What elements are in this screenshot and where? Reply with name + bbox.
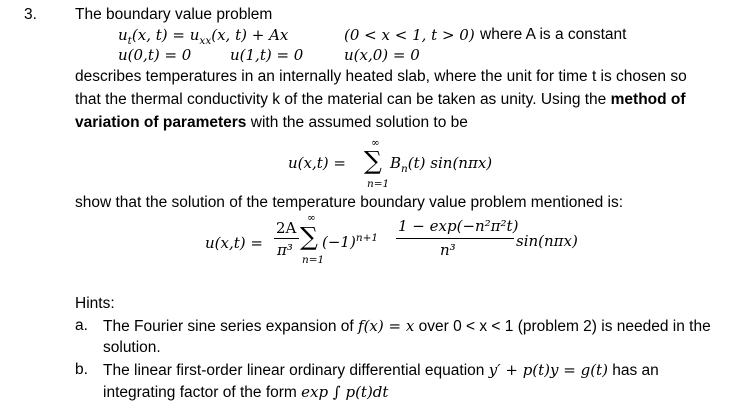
hint-a-line-2: solution.: [103, 339, 161, 356]
hint-b-math-2: exp ∫ p(t)dt: [301, 383, 389, 401]
hint-a-pre: The Fourier sine series expansion of: [103, 318, 354, 335]
problem-intro: The boundary value problem: [75, 6, 273, 23]
boundary-condition-left: u(0,t) = 0: [118, 46, 192, 64]
initial-condition: u(x,0) = 0: [344, 46, 420, 64]
solution-sign-term: $(-1)^{n+1}$: [322, 232, 379, 251]
hint-a-math: f(x) = x: [358, 317, 415, 335]
hint-a-line-1: [103, 317, 711, 336]
solution-sum-upper: ∞: [307, 212, 316, 224]
assumed-lhs: u(x,t) =: [288, 154, 346, 172]
hint-b-math: y′ + p(t)y = g(t): [488, 361, 608, 379]
paragraph-line-2: [75, 91, 686, 109]
paragraph-bold-1: method of: [610, 91, 686, 108]
solution-lhs: u(x,t) =: [205, 234, 263, 252]
hint-b-line2-pre: integrating factor of the form: [103, 384, 297, 401]
hint-a-post: over 0 < x < 1 (problem 2) is needed in the: [418, 318, 711, 335]
hint-b-pre: The linear first-order linear ordinary differential equation: [103, 362, 485, 379]
paragraph-line-2-text: that the thermal conductivity k of the material can be taken as unity. Using the: [75, 91, 607, 108]
hint-b-post: has an: [612, 362, 659, 379]
solution-sum-symbol: ∑: [300, 222, 318, 251]
paragraph-line-3: [75, 114, 468, 132]
solution-fraction-bar: [396, 238, 514, 239]
solution-frac-numerator: 1 − exp(−n²π²t): [398, 217, 519, 235]
pde-domain-note: where A is a constant: [480, 26, 627, 43]
solution-coef-fraction-bar: [274, 238, 299, 239]
hint-b-line-1: [103, 361, 659, 380]
pde-equation: $u_t(x$, $t) = u_{xx}(x$, t) + Ax: [118, 26, 289, 47]
problem-number: 3.: [24, 6, 37, 23]
solution-coef-numerator: 2A: [276, 219, 297, 237]
hint-b-label: b.: [75, 361, 88, 378]
boundary-condition-right: u(1,t) = 0: [230, 46, 304, 64]
solution-frac-denominator: n³: [440, 241, 456, 259]
show-line: show that the solution of the temperature boundary value problem mentioned is:: [75, 194, 623, 211]
paragraph-line-3-rest: with the assumed solution to be: [250, 114, 468, 131]
assumed-sum-upper: ∞: [371, 137, 380, 149]
hint-b-line-2: [103, 383, 388, 402]
hints-title: Hints:: [75, 295, 115, 312]
assumed-sum-symbol: ∑: [364, 146, 382, 175]
assumed-term: $B_n(t)$ sin(nπx): [390, 154, 493, 175]
paragraph-line-1: describes temperatures in an internally heated slab, where the unit for time t is chosen so: [75, 68, 687, 85]
paragraph-bold-2: variation of parameters: [75, 114, 247, 131]
solution-sum-lower: n=1: [302, 254, 325, 266]
pde-domain: (0 < x < 1, t > 0): [344, 26, 475, 44]
hint-a-label: a.: [75, 317, 88, 334]
assumed-sum-lower: n=1: [367, 178, 390, 190]
solution-sin: sin(nπx): [516, 232, 578, 250]
solution-coef-denominator: π³: [277, 241, 293, 259]
